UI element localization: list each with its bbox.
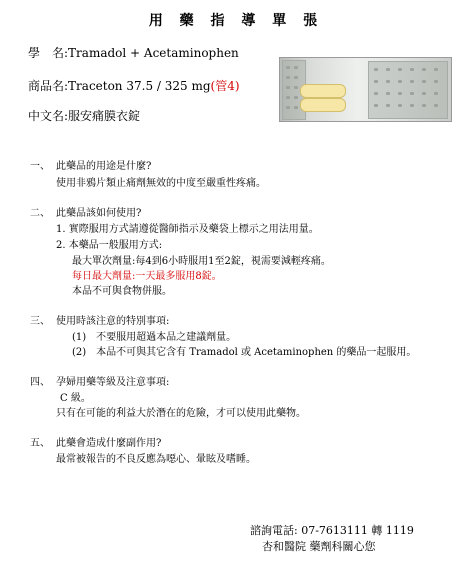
section-4-heading: 孕婦用藥等級及注意事項:	[56, 377, 170, 388]
section-2-line: 2. 本藥品一般服用方式:	[56, 240, 163, 251]
department-signature: 杏和醫院 藥劑科關心您	[262, 540, 376, 553]
ingredient-row	[28, 44, 239, 61]
section-2-heading: 此藥品該如何使用?	[56, 208, 142, 219]
section-4-line: 只有在可能的利益大於潛在的危險，才可以使用此藥物。	[56, 408, 306, 419]
brand-row	[28, 77, 240, 94]
section-2-line: 最大單次劑量:每4到6小時服用1至2錠，視需要減輕疼痛。	[72, 256, 331, 267]
consult-phone: 諮詢電話: 07-7613111 轉 1119	[250, 524, 414, 537]
section-2-line: 1. 實際服用方式請遵從醫師指示及藥袋上標示之用法用量。	[56, 224, 319, 235]
section-1-line: 使用非鴉片類止痛劑無效的中度至嚴重性疼痛。	[56, 178, 266, 189]
section-4-line: C 級。	[60, 393, 91, 404]
section-4-number: 四、	[30, 377, 50, 388]
controlled-drug-code: (管4)	[210, 79, 240, 93]
section-1-heading: 此藥品的用途是什麼?	[56, 161, 152, 172]
section-3-heading: 使用時該注意的特別事項:	[56, 316, 170, 327]
brand-label: 商品名:	[28, 79, 69, 93]
section-3-number: 三、	[30, 316, 50, 327]
section-2-line: 本品不可與食物併服。	[72, 286, 172, 297]
section-2-line-max-daily-dose: 每日最大劑量:一天最多服用8錠。	[72, 271, 222, 282]
section-5-heading: 此藥會造成什麼副作用?	[56, 438, 162, 449]
chinese-name-row	[28, 107, 140, 124]
tablet-pill	[300, 98, 346, 112]
brand-value: Traceton 37.5 / 325 mg	[68, 79, 211, 93]
chinese-name-label: 中文名:	[28, 109, 69, 123]
section-1-number: 一、	[30, 161, 50, 172]
tablet-photo	[279, 57, 452, 122]
section-3-line: (2) 本品不可與其它含有 Tramadol 或 Acetaminophen 的藥品一起服用。	[72, 347, 417, 358]
section-5-line: 最常被報告的不良反應為噁心、暈眩及嗜睡。	[56, 454, 256, 465]
ingredient-label: 學 名:	[28, 46, 69, 60]
page-title: 用 藥 指 導 單 張	[148, 13, 324, 29]
tablet-pill	[300, 84, 346, 98]
section-2-number: 二、	[30, 208, 50, 219]
ingredient-value: Tramadol + Acetaminophen	[68, 46, 239, 60]
chinese-name-value: 服安痛膜衣錠	[68, 109, 141, 123]
section-3-line: (1) 不要服用超過本品之建議劑量。	[72, 332, 237, 343]
section-5-number: 五、	[30, 438, 50, 449]
